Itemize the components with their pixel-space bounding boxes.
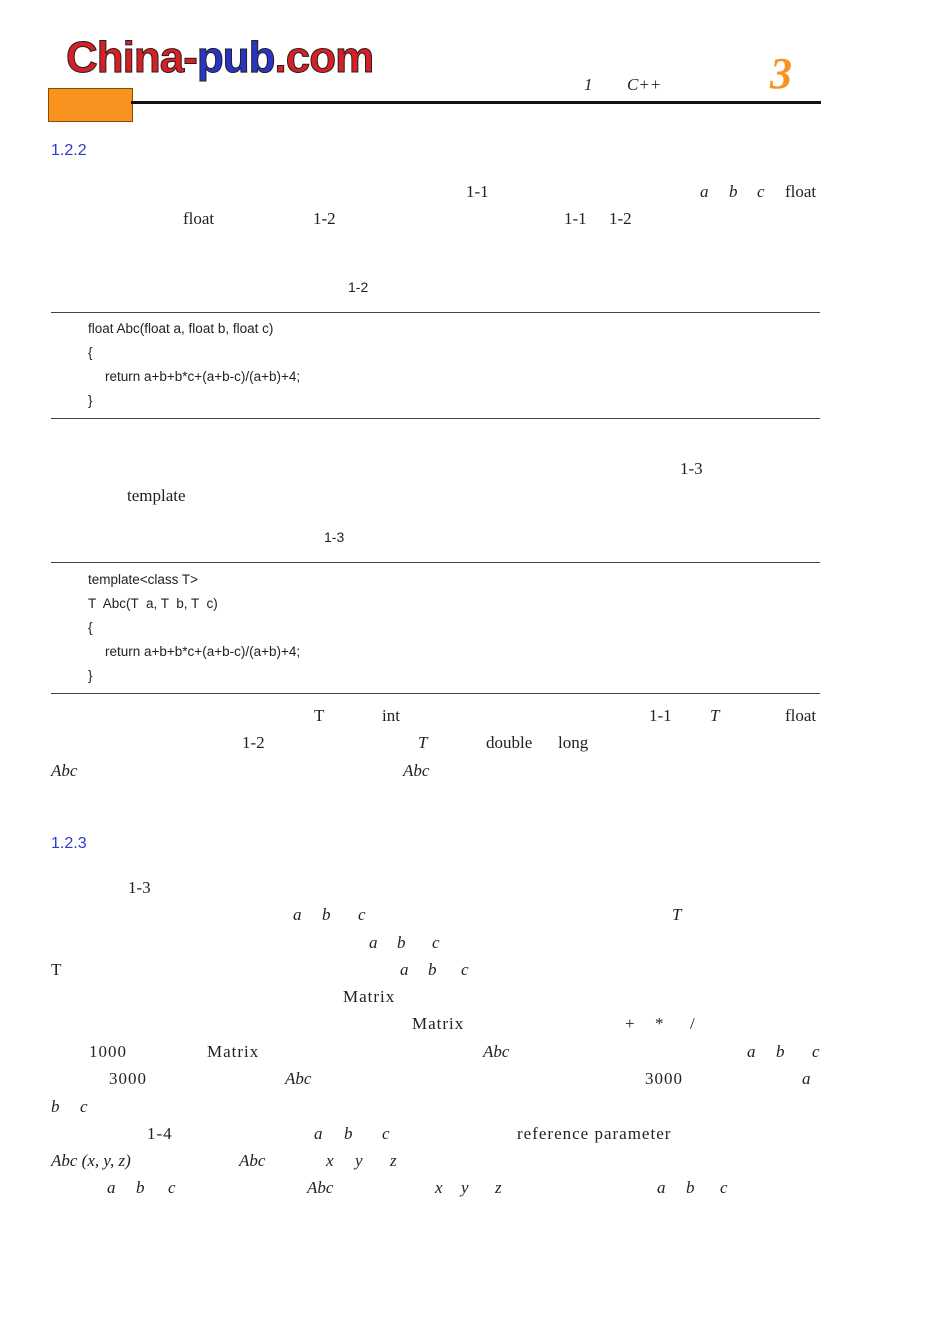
- var-b: b: [776, 1042, 785, 1061]
- var-c: c: [358, 905, 366, 924]
- var-b: b: [51, 1097, 60, 1116]
- class-matrix: Matrix: [207, 1042, 260, 1061]
- listing-rule-top: [51, 562, 820, 563]
- var-T: T: [418, 733, 428, 752]
- listing-rule-bottom: [51, 418, 820, 419]
- func-abc: Abc: [51, 761, 78, 780]
- header-accent-box: [48, 88, 133, 122]
- keyword-T: T: [314, 706, 325, 725]
- keyword-float: float: [785, 182, 817, 201]
- code-line: }: [88, 668, 93, 683]
- ref-1-1: 1-1: [649, 706, 672, 725]
- keyword-float: float: [785, 706, 817, 725]
- var-b: b: [686, 1178, 695, 1197]
- keyword-float: float: [183, 209, 215, 228]
- var-c: c: [757, 182, 765, 201]
- var-x: x: [326, 1151, 334, 1170]
- class-matrix: Matrix: [412, 1014, 465, 1033]
- page-number: 3: [770, 49, 792, 98]
- var-b: b: [136, 1178, 145, 1197]
- operator-slash: /: [690, 1014, 695, 1033]
- section-heading-1-2-3: 1.2.3: [51, 835, 87, 852]
- func-abc: Abc: [285, 1069, 312, 1088]
- keyword-template: template: [127, 486, 186, 505]
- number-3000: 3000: [645, 1069, 683, 1088]
- var-c: c: [382, 1124, 390, 1143]
- var-a: a: [107, 1178, 116, 1197]
- var-a: a: [747, 1042, 756, 1061]
- code-line: return a+b+b*c+(a+b-c)/(a+b)+4;: [105, 369, 301, 384]
- class-matrix: Matrix: [343, 987, 396, 1006]
- ref-1-1: 1-1: [466, 182, 489, 201]
- var-a: a: [700, 182, 709, 201]
- code-line: T Abc(T a, T b, T c): [88, 596, 218, 611]
- func-abc: Abc: [239, 1151, 266, 1170]
- var-a: a: [369, 933, 378, 952]
- code-line: return a+b+b*c+(a+b-c)/(a+b)+4;: [105, 644, 301, 659]
- var-c: c: [168, 1178, 176, 1197]
- func-abc: Abc: [403, 761, 430, 780]
- code-line: float Abc(float a, float b, float c): [88, 321, 274, 336]
- ref-1-1: 1-1: [564, 209, 587, 228]
- func-abc: Abc: [483, 1042, 510, 1061]
- logo-part-pub: pub: [196, 33, 275, 82]
- operator-plus: +: [625, 1014, 635, 1033]
- keyword-long: long: [558, 733, 589, 752]
- var-b: b: [428, 960, 437, 979]
- listing-rule-top: [51, 312, 820, 313]
- ref-1-4: 1-4: [147, 1124, 173, 1143]
- var-c: c: [461, 960, 469, 979]
- ref-1-3: 1-3: [680, 459, 703, 478]
- section-heading-1-2-2: 1.2.2: [51, 142, 87, 159]
- var-z: z: [495, 1178, 502, 1197]
- func-abc: Abc: [307, 1178, 334, 1197]
- var-a: a: [802, 1069, 811, 1088]
- number-3000: 3000: [109, 1069, 147, 1088]
- var-c: c: [80, 1097, 88, 1116]
- code-line: template<class T>: [88, 572, 199, 587]
- keyword-T: T: [51, 960, 62, 979]
- var-b: b: [729, 182, 738, 201]
- var-T: T: [672, 905, 682, 924]
- ref-1-2: 1-2: [609, 209, 632, 228]
- logo-part-com: .com: [274, 33, 374, 82]
- listing-caption-1-2: 1-2: [348, 279, 369, 295]
- header-rule: [131, 101, 821, 104]
- ref-1-3: 1-3: [128, 878, 151, 897]
- var-a: a: [400, 960, 409, 979]
- code-line: {: [88, 345, 93, 360]
- var-b: b: [344, 1124, 353, 1143]
- operator-star: *: [655, 1014, 664, 1033]
- ref-1-2: 1-2: [313, 209, 336, 228]
- term-reference-parameter: reference parameter: [517, 1124, 672, 1143]
- listing-rule-bottom: [51, 693, 820, 694]
- var-z: z: [390, 1151, 397, 1170]
- var-y: y: [355, 1151, 363, 1170]
- var-c: c: [812, 1042, 820, 1061]
- var-c: c: [432, 933, 440, 952]
- func-call-abc: Abc (x, y, z): [51, 1151, 131, 1170]
- var-a: a: [657, 1178, 666, 1197]
- var-a: a: [293, 905, 302, 924]
- number-1000: 1000: [89, 1042, 127, 1061]
- ref-1-2: 1-2: [242, 733, 265, 752]
- var-b: b: [322, 905, 331, 924]
- chapter-title: C++: [627, 75, 662, 94]
- code-line: {: [88, 620, 93, 635]
- code-line: }: [88, 393, 93, 408]
- keyword-double: double: [486, 733, 533, 752]
- var-c: c: [720, 1178, 728, 1197]
- keyword-int: int: [382, 706, 400, 725]
- var-y: y: [461, 1178, 469, 1197]
- china-pub-logo: [66, 33, 374, 82]
- logo-part-china: China-: [66, 33, 197, 82]
- var-b: b: [397, 933, 406, 952]
- var-a: a: [314, 1124, 323, 1143]
- var-T: T: [710, 706, 720, 725]
- chapter-number: 1: [584, 75, 593, 94]
- listing-caption-1-3: 1-3: [324, 529, 345, 545]
- var-x: x: [435, 1178, 443, 1197]
